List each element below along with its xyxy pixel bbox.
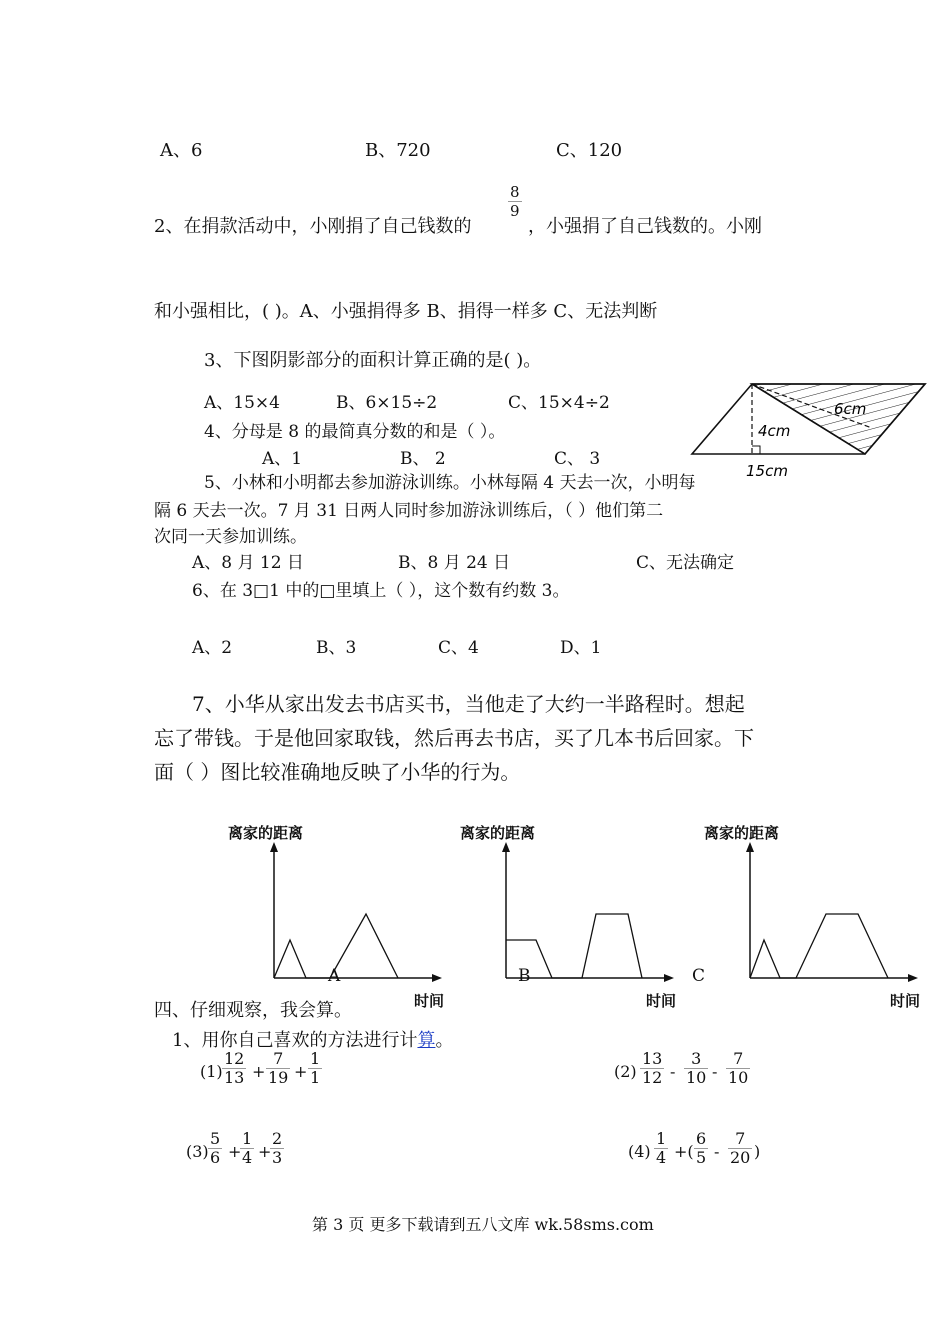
calc4-label: (4) [628,1142,651,1161]
q7-line2: 忘了带钱。于是他回家取钱，然后再去书店，买了几本书后回家。下 [154,726,754,750]
graph-c-tag: C [692,966,706,986]
calc4-close-paren: ) [754,1142,761,1161]
graph-a-tag: A [328,966,341,986]
graph-a-ylabel: 离家的距离 [228,824,304,842]
calc4-f2-den: 5 [696,1148,707,1167]
q6-option-b: B、3 [316,638,357,658]
calc1-op2: + [294,1062,308,1081]
calc2-f3-den: 10 [728,1068,749,1087]
calc3-f2-num: 1 [242,1129,253,1148]
calc2-f1-den: 12 [642,1068,663,1087]
calc4-f2-num: 6 [696,1129,707,1148]
calc1-label: (1) [200,1062,223,1081]
calc3-op1: + [228,1142,242,1161]
q4-question: 4、分母是 8 的最简真分数的和是（ ）。 [204,422,506,442]
graph-a-y-arrow-icon [270,842,278,852]
q5-line1: 5、小林和小明都去参加游泳训练。小林每隔 4 天去一次，小明每 [204,473,696,493]
calc4-f3-den: 20 [730,1148,751,1167]
label-4cm: 4cm [758,422,791,440]
calc1-f2-den: 19 [268,1068,289,1087]
q7-line1: 7、小华从家出发去书店买书，当他走了大约一半路程时。想起 [192,692,745,716]
label-6cm: 6cm [834,400,867,418]
calc1-f3-den: 1 [310,1068,321,1087]
q3-option-b: B、6×15÷2 [336,393,438,413]
calc3-fraction-1 [208,1130,222,1167]
q6-option-c: C、4 [438,638,479,658]
graph-c-xlabel: 时间 [890,992,921,1010]
q6-option-d: D、1 [560,638,602,658]
calc3-op2: + [258,1142,272,1161]
graph-c-ylabel: 离家的距离 [704,824,780,842]
q4-option-c: C、 3 [554,449,601,469]
calc3-f1-den: 6 [210,1148,221,1167]
graph-a [264,842,444,982]
section4-sub-after: 。 [435,1030,454,1051]
q5-option-a: A、8 月 12 日 [192,553,304,573]
q2-line1-before: 2、在捐款活动中，小刚捐了自己钱数的 [154,216,472,237]
calc1-f1-den: 13 [224,1068,245,1087]
q2-line1-after: ，小强捐了自己钱数的。小刚 [528,216,762,237]
graph-c-x-arrow-icon [908,974,918,982]
graph-b-ylabel: 离家的距离 [460,824,536,842]
q5-line3: 次同一天参加训练。 [154,527,307,547]
q2-fraction-denominator: 9 [510,202,520,220]
q1-option-b: B、720 [365,140,431,161]
calc2-fraction-1 [640,1050,664,1087]
calc2-f2-num: 3 [684,1050,708,1069]
calc2-op2: - [712,1062,718,1081]
q6-option-a: A、2 [192,638,233,658]
label-15cm: 15cm [746,462,788,480]
q7-line3: 面（ ）图比较准确地反映了小华的行为。 [154,760,521,784]
calc2-f2-den: 10 [686,1068,707,1087]
calc4-f1-num: 1 [656,1129,667,1148]
q1-option-a: A、6 [160,140,203,161]
q5-option-c: C、无法确定 [636,553,735,573]
section4-heading: 四、仔细观察，我会算。 [154,1000,352,1021]
calc3-fraction-3 [270,1130,284,1167]
graph-c-y-arrow-icon [746,842,754,852]
q3-question: 3、下图阴影部分的面积计算正确的是( )。 [204,350,542,371]
calc3-f3-num: 2 [272,1129,283,1148]
calc2-op1: - [670,1062,676,1081]
calc3-f3-den: 3 [272,1148,283,1167]
q5-line2: 隔 6 天去一次。7 月 31 日两人同时参加游泳训练后，（ ）他们第二 [154,501,664,521]
calc2-f1-num: 13 [642,1049,663,1068]
calc2-label: (2) [614,1062,637,1081]
calc4-f1-den: 4 [656,1148,667,1167]
q2-line2: 和小强相比，( )。A、小强捐得多 B、捐得一样多 C、无法判断 [154,301,658,322]
calc1-f2-num: 7 [266,1050,290,1069]
q4-option-b: B、 2 [400,449,446,469]
graph-b-y-arrow-icon [502,842,510,852]
q3-parallelogram-figure [690,378,930,478]
calc4-fraction-2 [694,1130,708,1167]
calc4-f3-num: 7 [728,1130,752,1149]
shaded-triangle [752,384,925,454]
graph-c [740,842,920,982]
q6-question: 6、在 3□1 中的□里填上（ ），这个数有约数 3。 [192,581,570,601]
q1-option-c: C、120 [556,140,623,161]
section4-sub-link[interactable]: 算 [417,1030,436,1051]
calc1-fraction-1 [222,1050,246,1087]
calc2-f3-num: 7 [726,1050,750,1069]
calc3-label: (3) [186,1142,209,1161]
calc1-f1-num: 12 [224,1049,245,1068]
q2-fraction [508,183,522,220]
calc3-f1-num: 5 [210,1129,221,1148]
calc1-f3-num: 1 [310,1049,321,1068]
calc2-fraction-3 [726,1050,750,1087]
calc4-fraction-1 [654,1130,668,1167]
q2-fraction-numerator: 8 [510,183,520,201]
calc3-fraction-2 [240,1130,254,1167]
q5-option-b: B、8 月 24 日 [398,553,511,573]
calc4-op1: +( [674,1142,694,1161]
calc4-fraction-3 [728,1130,752,1167]
graph-b-tag: B [518,966,531,986]
graph-a-xlabel: 时间 [414,992,445,1010]
graph-c-line [750,914,888,978]
height-right-angle [752,446,760,454]
page-footer: 第 3 页 更多下载请到五八文库 wk.58sms.com [312,1215,654,1234]
q3-option-c: C、15×4÷2 [508,393,610,413]
calc2-fraction-2 [684,1050,708,1087]
calc1-fraction-2 [266,1050,290,1087]
calc4-op2: - [714,1142,720,1161]
graph-a-x-arrow-icon [432,974,442,982]
q3-option-a: A、15×4 [204,393,280,413]
section4-sub-before: 1、用你自己喜欢的方法进行计 [172,1030,418,1051]
graph-b [496,842,676,982]
calc3-f2-den: 4 [242,1148,253,1167]
graph-b-xlabel: 时间 [646,992,677,1010]
calc1-op1: + [252,1062,266,1081]
graph-b-x-arrow-icon [664,974,674,982]
calc1-fraction-3 [308,1050,322,1087]
q4-option-a: A、1 [262,449,303,469]
